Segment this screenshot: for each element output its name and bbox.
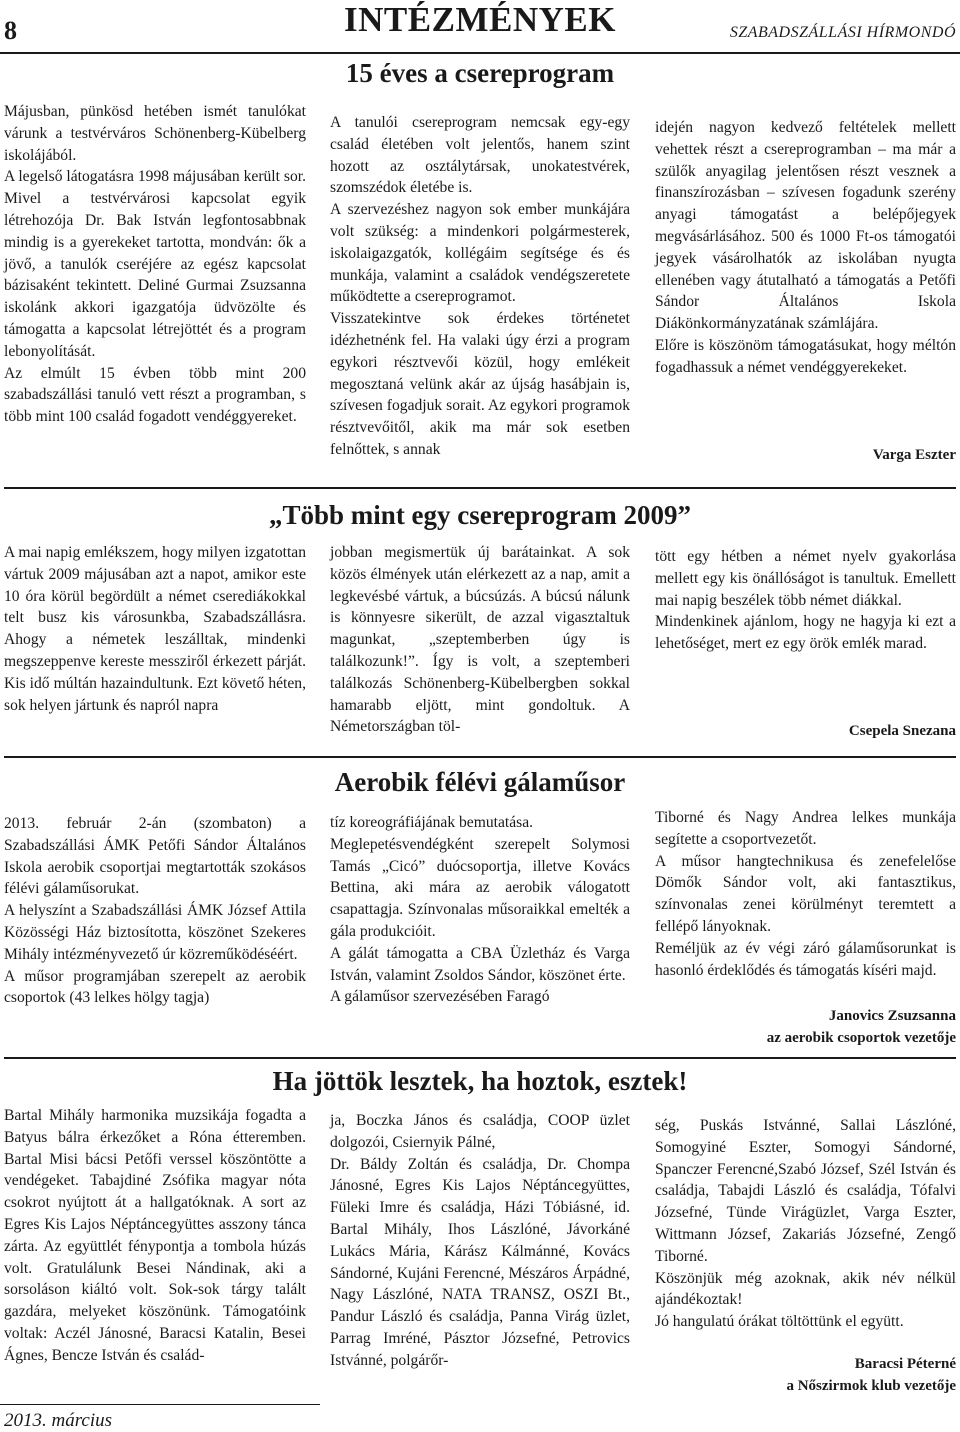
paragraph: Májusban, pünkösd hetében ismét tanulókat várunk a testvérváros Schönenberg-Kübelberg iskolájából. [4, 103, 306, 164]
paragraph: Meglepetésvendégként szerepelt Solymosi Tamás „Cicó” duócsoportja, illetve Kovács Bettina, aki mára az aerobik válogatott csapattagja. Színvonalas műsoraikkal emelték a gála produkcióit. [330, 835, 630, 940]
author-signature: Janovics Zsuzsanna [828, 1008, 956, 1024]
paragraph: A szervezéshez nagyon sok ember munkájára volt szükség: a mindenkori polgármesterek, iskolaigazgatók, kollégáim segítsége és és munkája, valamint a családok vendégszeretete működtette a csereprogramot. [330, 201, 630, 306]
paragraph: A helyszínt a Szabadszállási ÁMK József Attila Közösségi Ház biztosította, köszönet Szekeres Mihály intézményvezető úr közreműködéséért. [4, 902, 306, 963]
article-column [4, 542, 306, 716]
paragraph: jobban megismertük új barátainkat. A sok közös élmények után elérkezett az a nap, amit a legkevésbé vártuk, a búcsúzás. A búcsú nálunk is könnyesre sikerült, de azzal vigasztaltuk magunkat, „szeptemberben úgy is találkozunk!”. Így is volt, a szeptemberi találkozás Schönenberg-Kübelbergben sokkal hamarabb eljött, mint gondoltuk. A Németországban töl- [330, 544, 630, 736]
paragraph: A legelső látogatásra 1998 májusában került sor. Mivel a testvérvárosi kapcsolat egyik létrehozója Dr. Bak István legfontosabbnak mindig is a gyerekeket tartotta, mondván: ők a jövő, a tanulók cseréjére az egész kapcsolat bázisaként tekintett. Deliné Gurmai Zsuzsanna iskolánk akkori igazgatója üdvözölte és támogatta a kapcsolat létrejöttét és a program lebonyolítását. [4, 168, 306, 360]
article-headline: Aerobik félévi gálaműsor [334, 767, 626, 797]
footer-rule [0, 1404, 320, 1405]
paragraph: 2013. február 2-án (szombaton) a Szabadszállási ÁMK Petőfi Sándor Általános Iskola aerobik csoportjai megtartották szokásos félévi gálaműsorukat. [4, 815, 306, 898]
paragraph: ség, Puskás Istvánné, Sallai Lászlóné, Somogyiné Eszter, Somogyi Sándorné, Spanczer Ferencné,Szabó József, Szél István és családja, Tabajdi László és családja, Tófalvi Józsefné, Tünde Virágüzlet, Varga Eszter, Wittmann József, Zakariás Józsefné, Zengő Tiborné. [655, 1117, 956, 1265]
paragraph: Reméljük az év végi záró gálaműsorunkat is hasonló érdeklődés és támogatás kíséri majd. [655, 939, 956, 979]
article-column [655, 117, 956, 379]
paragraph: A műsor programjában szerepelt az aerobik csoportok (43 lelkes hölgy tagja) [4, 967, 306, 1007]
paragraph: Jó hangulatú órákat töltöttünk el együtt. [655, 1313, 904, 1331]
section-title: INTÉZMÉNYEK [344, 0, 616, 39]
paragraph: Dr. Báldy Zoltán és családja, Dr. Chompa Jánosné, Egres Kis Lajos Néptáncegyüttes, Füleki Imre és családja, Házi Tóbiásné, id. Bartal Mihály, Ihos Lászlóné, Jávorkáné Lukács Mária, Kárász Kálmánné, Kovács Sándorné, Kujáni Ferencné, Mészáros Árpádné, Nagy Lászlóné, NATA TRANSZ, OSZI Bt., Pandur László és családja, Panna Virág üzlet, Parrag Imréné, Pásztor Józsefné, Petrovics Istvánné, polgárőr- [330, 1155, 630, 1369]
article-column [4, 1105, 306, 1367]
issue-date: 2013. március [4, 1410, 113, 1431]
article-divider [4, 487, 956, 489]
article-divider [4, 1057, 956, 1059]
paragraph: A gálát támogatta a CBA Üzletház és Varga István, valamint Zsoldos Sándor, köszönet érte. [330, 944, 630, 984]
article-column [330, 1110, 630, 1372]
article-column [655, 1115, 956, 1333]
header-rule [0, 52, 960, 54]
article-column [330, 112, 630, 461]
article-column [330, 542, 630, 738]
author-signature: Baracsi Péterné [854, 1356, 956, 1372]
article-headline: „Több mint egy csereprogram 2009” [269, 500, 691, 530]
paragraph: tíz koreográfiájának bemutatása. [330, 814, 534, 831]
paragraph: A műsor hangtechnikusa és zenefelelőse Dömők Sándor volt, aki fantasztikus, színvonalas zenei körülményt teremtett a fellépő lányoknak. [655, 852, 956, 935]
article-column [4, 813, 306, 1009]
page-number: 8 [4, 16, 17, 45]
paragraph: Köszönjük még azoknak, akik név nélkül ajándékoztak! [655, 1269, 956, 1309]
paragraph: ja, Boczka János és családja, COOP üzlet dolgozói, Csiernyik Pálné, [330, 1112, 630, 1151]
paragraph: Mindenkinek ajánlom, hogy ne hagyja ki ezt a lehetőséget, mert ez egy örök emlék marad. [655, 613, 956, 653]
newspaper-name: SZABADSZÁLLÁSI HÍRMONDÓ [729, 24, 956, 41]
article-column [655, 546, 956, 655]
paragraph: Visszatekintve sok érdekes történetet idézhetnénk fel. Ha valaki úgy érzi a program egykori résztvevői közül, hogy emlékeit megosztaná velünk akár az újság hasábjain is, szívesen fogadjuk sorait. Az egykori programok résztvevőitől, akik ma már sok esetben felnőttek, s annak [330, 310, 630, 458]
article-column [330, 812, 630, 1008]
paragraph: Az elmúlt 15 évben több mint 200 szabadszállási tanuló vett részt a programban, s több mint 100 család fogadott vendéggyereket. [4, 364, 306, 426]
paragraph: A tanulói csereprogram nemcsak egy-egy család életében volt jelentős, hanem szint hozott az osztálytársak, unokatestvérek, szomszédok életébe is. [330, 114, 630, 197]
paragraph: A gálaműsor szervezésében Faragó [330, 988, 550, 1006]
paragraph: A mai napig emlékszem, hogy milyen izgatottan vártuk 2009 májusában azt a napot, amikor este 10 óra körül begördült a német cserediákokkal telt busz kis városunkba, Szabadszállásra. Ahogy a németek leszálltak, mindenki megszeppenve kereste messziről érkezett párját. Kis idő múltán hazaindultunk. Ezt követő héten, sok helyen jártunk és napról napra [4, 544, 306, 714]
paragraph: Tiborné és Nagy Andrea lelkes munkája segítette a csoportvezetőt. [655, 809, 956, 848]
article-divider [4, 756, 956, 758]
paragraph: tött egy hétben a német nyelv gyakorlása mellett egy kis önállóságot is tanultuk. Emellett mai napig beszélek több német diákkal. [655, 548, 956, 609]
article-headline: 15 éves a csereprogram [345, 58, 615, 88]
article-column [655, 807, 956, 981]
author-signature: Csepela Snezana [848, 723, 956, 739]
paragraph: Bartal Mihály harmonika muzsikája fogadta a Batyus bálra érkezőket a Róna étteremben. Bartal Misi bácsi Petőfi verssel köszöntötte a vendégeket. Tabajdiné Zsófika magyar nóta csokrot nyújtott át a hallgatóknak. A sort az Egres Kis Lajos Néptáncegyüttes asszony tánca zárta. Az együttlét fénypontja a tombola húzás volt. Gratulálunk Besei Nándinak, aki a sorsoláson kiáltó volt. Sok-sok tárgy talált gazdára, melyeket köszönünk. Támogatóink voltak: Aczél Jánosné, Baracsi Katalin, Besei Ágnes, Bencze István és család- [4, 1107, 306, 1364]
author-role: az aerobik csoportok vezetője [766, 1030, 956, 1046]
author-role: a Nőszirmok klub vezetője [786, 1378, 956, 1394]
paragraph: Előre is köszönöm támogatásukat, hogy méltón fogadhassuk a német vendéggyerekeket. [655, 336, 956, 376]
article-column [4, 101, 306, 428]
article-headline: Ha jöttök lesztek, ha hoztok, esztek! [272, 1066, 688, 1096]
author-signature: Varga Eszter [872, 447, 956, 463]
paragraph: idején nagyon kedvező feltételek mellett vehettek részt a csereprogramban – ma már a szülők anyagilag jelentősen részt vesznek a finanszírozásban – szívesen fogadunk szerény anyagi támogatást a belépőjegyek megvásárlásához. 500 és 1000 Ft-os támogatói jegyek vásárolhatók az iskolában nyugta ellenében vagy átutalható a támogatás a Petőfi Sándor Általános Iskola Diákönkormányzatának számlájára. [655, 119, 956, 333]
